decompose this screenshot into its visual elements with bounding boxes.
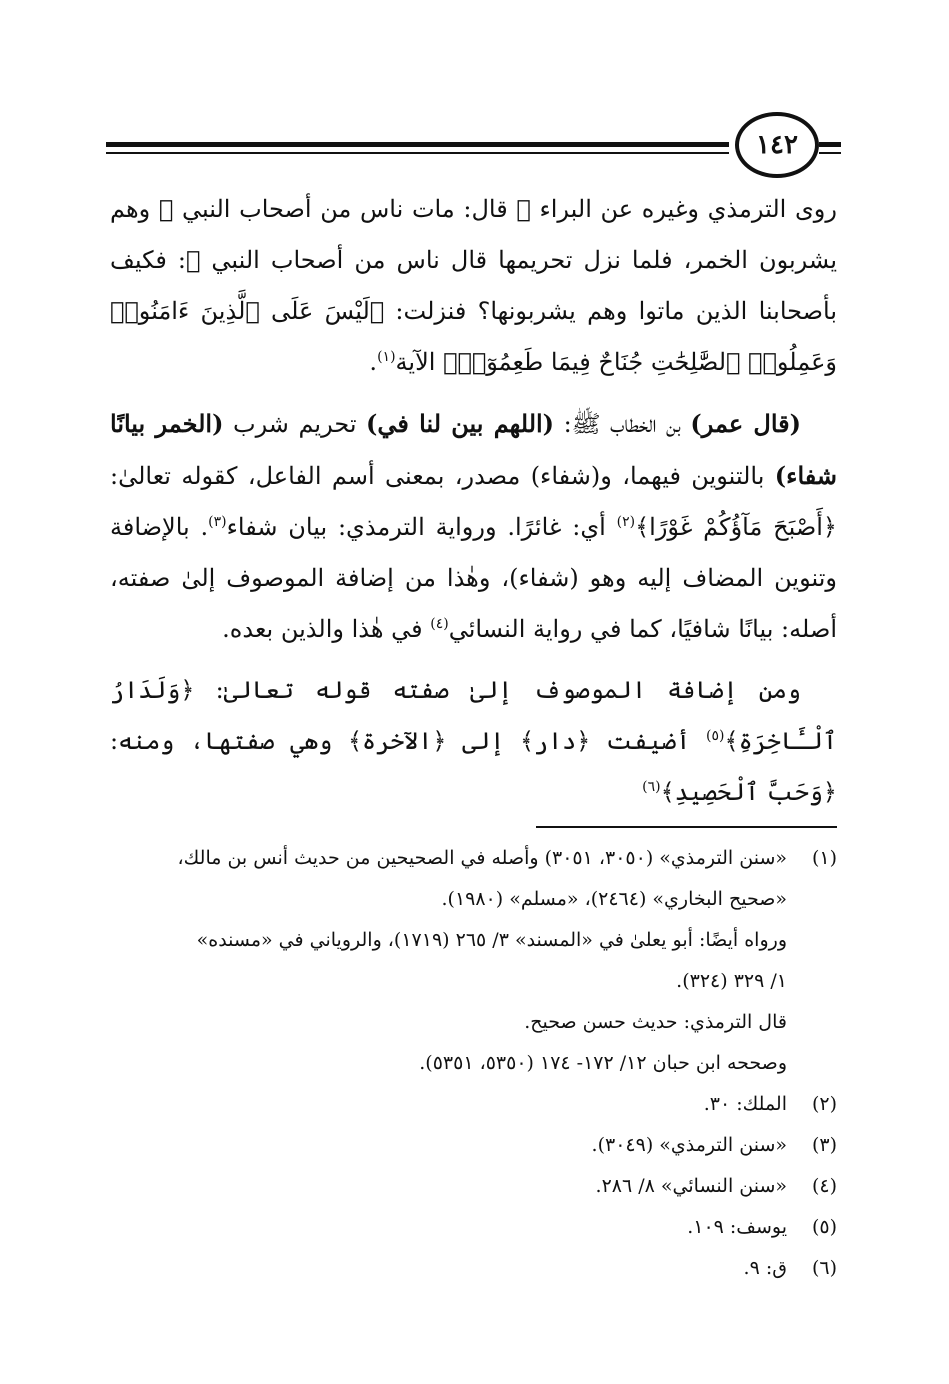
page-header bbox=[106, 112, 841, 182]
footnote-line: ورواه أيضًا: أبو يعلىٰ في «المسند» ٣/ ٢٦٥ (١٧١٩)، والروياني في «مسنده» bbox=[196, 929, 787, 951]
footnote-6 bbox=[110, 1248, 837, 1289]
footnote-number: (٦) bbox=[811, 1257, 837, 1279]
paragraph-3-part2: أضيفت ﴿دار﴾ إلى ﴿الآخرة﴾ وهي صفتها، ومنه: ﴿وَحَبَّ ٱلْحَصِيدِ﴾ bbox=[110, 727, 837, 806]
footnote-text: «سنن النسائي» ٨/ ٢٨٦. bbox=[595, 1175, 787, 1197]
footnote-line: وصححه ابن حبان ١٢/ ١٧٢- ١٧٤ (٥٣٥٠، ٥٣٥١). bbox=[419, 1052, 787, 1074]
paragraph-2-part1: بن الخطاب ﷺ: bbox=[554, 410, 691, 438]
footnote-5 bbox=[110, 1207, 837, 1248]
header-rule-tail bbox=[819, 142, 841, 147]
paragraph-2-part4: أي: غائرًا. ورواية الترمذي: بيان شفاء bbox=[226, 513, 617, 541]
footnote-4 bbox=[110, 1166, 837, 1207]
paragraph-3 bbox=[110, 665, 837, 818]
page-number: ١٤٢ bbox=[735, 112, 819, 178]
footnote-number: (٤) bbox=[811, 1175, 837, 1197]
footnote-3 bbox=[110, 1125, 837, 1166]
footnote-text bbox=[110, 838, 787, 1084]
footnote-line: «صحيح البخاري» (٢٤٦٤)، «مسلم» (١٩٨٠). bbox=[441, 888, 787, 910]
footnote-ref-4[interactable]: (٤) bbox=[430, 616, 449, 632]
paragraph-2-quote2: (الخمر بيانًا شفاء) bbox=[110, 409, 837, 490]
paragraph-2-part3: بالتنوين فيهما، و(شفاء) مصدر، بمعنى أسم الفاعل، كقوله تعالىٰ: ﴿أَصْبَحَ مَآؤُكُمْ غَوْرًا﴾ bbox=[110, 462, 837, 541]
footnote-number: (١) bbox=[811, 847, 837, 869]
footnote-line: ١/ ٣٢٩ (٣٢٤). bbox=[676, 970, 787, 992]
paragraph-2-quote1: (اللهم بين لنا في) bbox=[366, 409, 555, 438]
paragraph-2-lead: (قال عمر) bbox=[690, 409, 801, 438]
footnote-2 bbox=[110, 1084, 837, 1125]
header-rule-thick bbox=[106, 142, 729, 147]
paragraph-3-part1: ومن إضافة الموصوف إلىٰ صفته قوله تعالىٰ: ﴿وَلَدَارُ ٱلْـَٔاخِرَةِ﴾ bbox=[110, 676, 837, 755]
paragraph-2-part6: في هٰذا والذين بعده. bbox=[222, 615, 431, 643]
footnote-ref-2[interactable]: (٢) bbox=[616, 514, 636, 530]
footnote-text: ق: ٩. bbox=[743, 1257, 787, 1279]
footnote-number: (٢) bbox=[811, 1093, 837, 1115]
paragraph-2-part2: تحريم شرب bbox=[223, 410, 367, 438]
footnote-line: «سنن الترمذي» (٣٠٥٠، ٣٠٥١) وأصله في الصحيحين من حديث أنس بن مالك، bbox=[177, 847, 787, 869]
footnote-number: (٥) bbox=[811, 1216, 837, 1238]
footnote-ref-3[interactable]: (٣) bbox=[208, 514, 227, 530]
footnote-ref-6[interactable]: (٦) bbox=[642, 779, 661, 795]
footnote-number: (٣) bbox=[811, 1134, 837, 1156]
footnote-text: الملك: ٣٠. bbox=[703, 1093, 787, 1115]
footnote-ref-1[interactable]: (١) bbox=[377, 349, 396, 365]
header-rule-thin bbox=[106, 152, 729, 154]
footnote-line: قال الترمذي: حديث حسن صحيح. bbox=[524, 1011, 787, 1033]
footnote-text: «سنن الترمذي» (٣٠٤٩). bbox=[591, 1134, 787, 1156]
footnote-1 bbox=[110, 838, 837, 1084]
paragraph-2 bbox=[110, 398, 837, 655]
footnote-separator bbox=[536, 826, 837, 828]
main-text bbox=[110, 184, 837, 818]
paragraph-1-tail: . bbox=[369, 348, 378, 376]
footnote-text: يوسف: ١٠٩. bbox=[687, 1216, 787, 1238]
paragraph-2-part5: . بالإضافة وتنوين المضاف إليه وهو (شفاء)، وهٰذا من إضافة الموصوف إلىٰ صفته، أصله: بيانًا شافيًا، كما في رواية النسائي bbox=[110, 513, 837, 643]
footnotes bbox=[110, 838, 837, 1289]
paragraph-1-text: روى الترمذي وغيره عن البراء ﷺ قال: مات ناس من أصحاب النبي ﷺ وهم يشربون الخمر، فلما نزل تحريمها قال ناس من أصحاب النبي ﷺ: فكيف بأصحابنا الذين ماتوا وهم يشربونها؟ فنزلت: ﴿لَيْسَ عَلَى ٱلَّذِينَ ءَامَنُوا۟ وَعَمِلُوا۟ ٱلصَّٰلِحَٰتِ جُنَاحٌ فِيمَا طَعِمُوٓا۟﴾ الآية bbox=[110, 195, 837, 376]
paragraph-1 bbox=[110, 184, 837, 388]
footnote-ref-5[interactable]: (٥) bbox=[706, 728, 725, 744]
header-rule-tail-thin bbox=[819, 152, 841, 154]
